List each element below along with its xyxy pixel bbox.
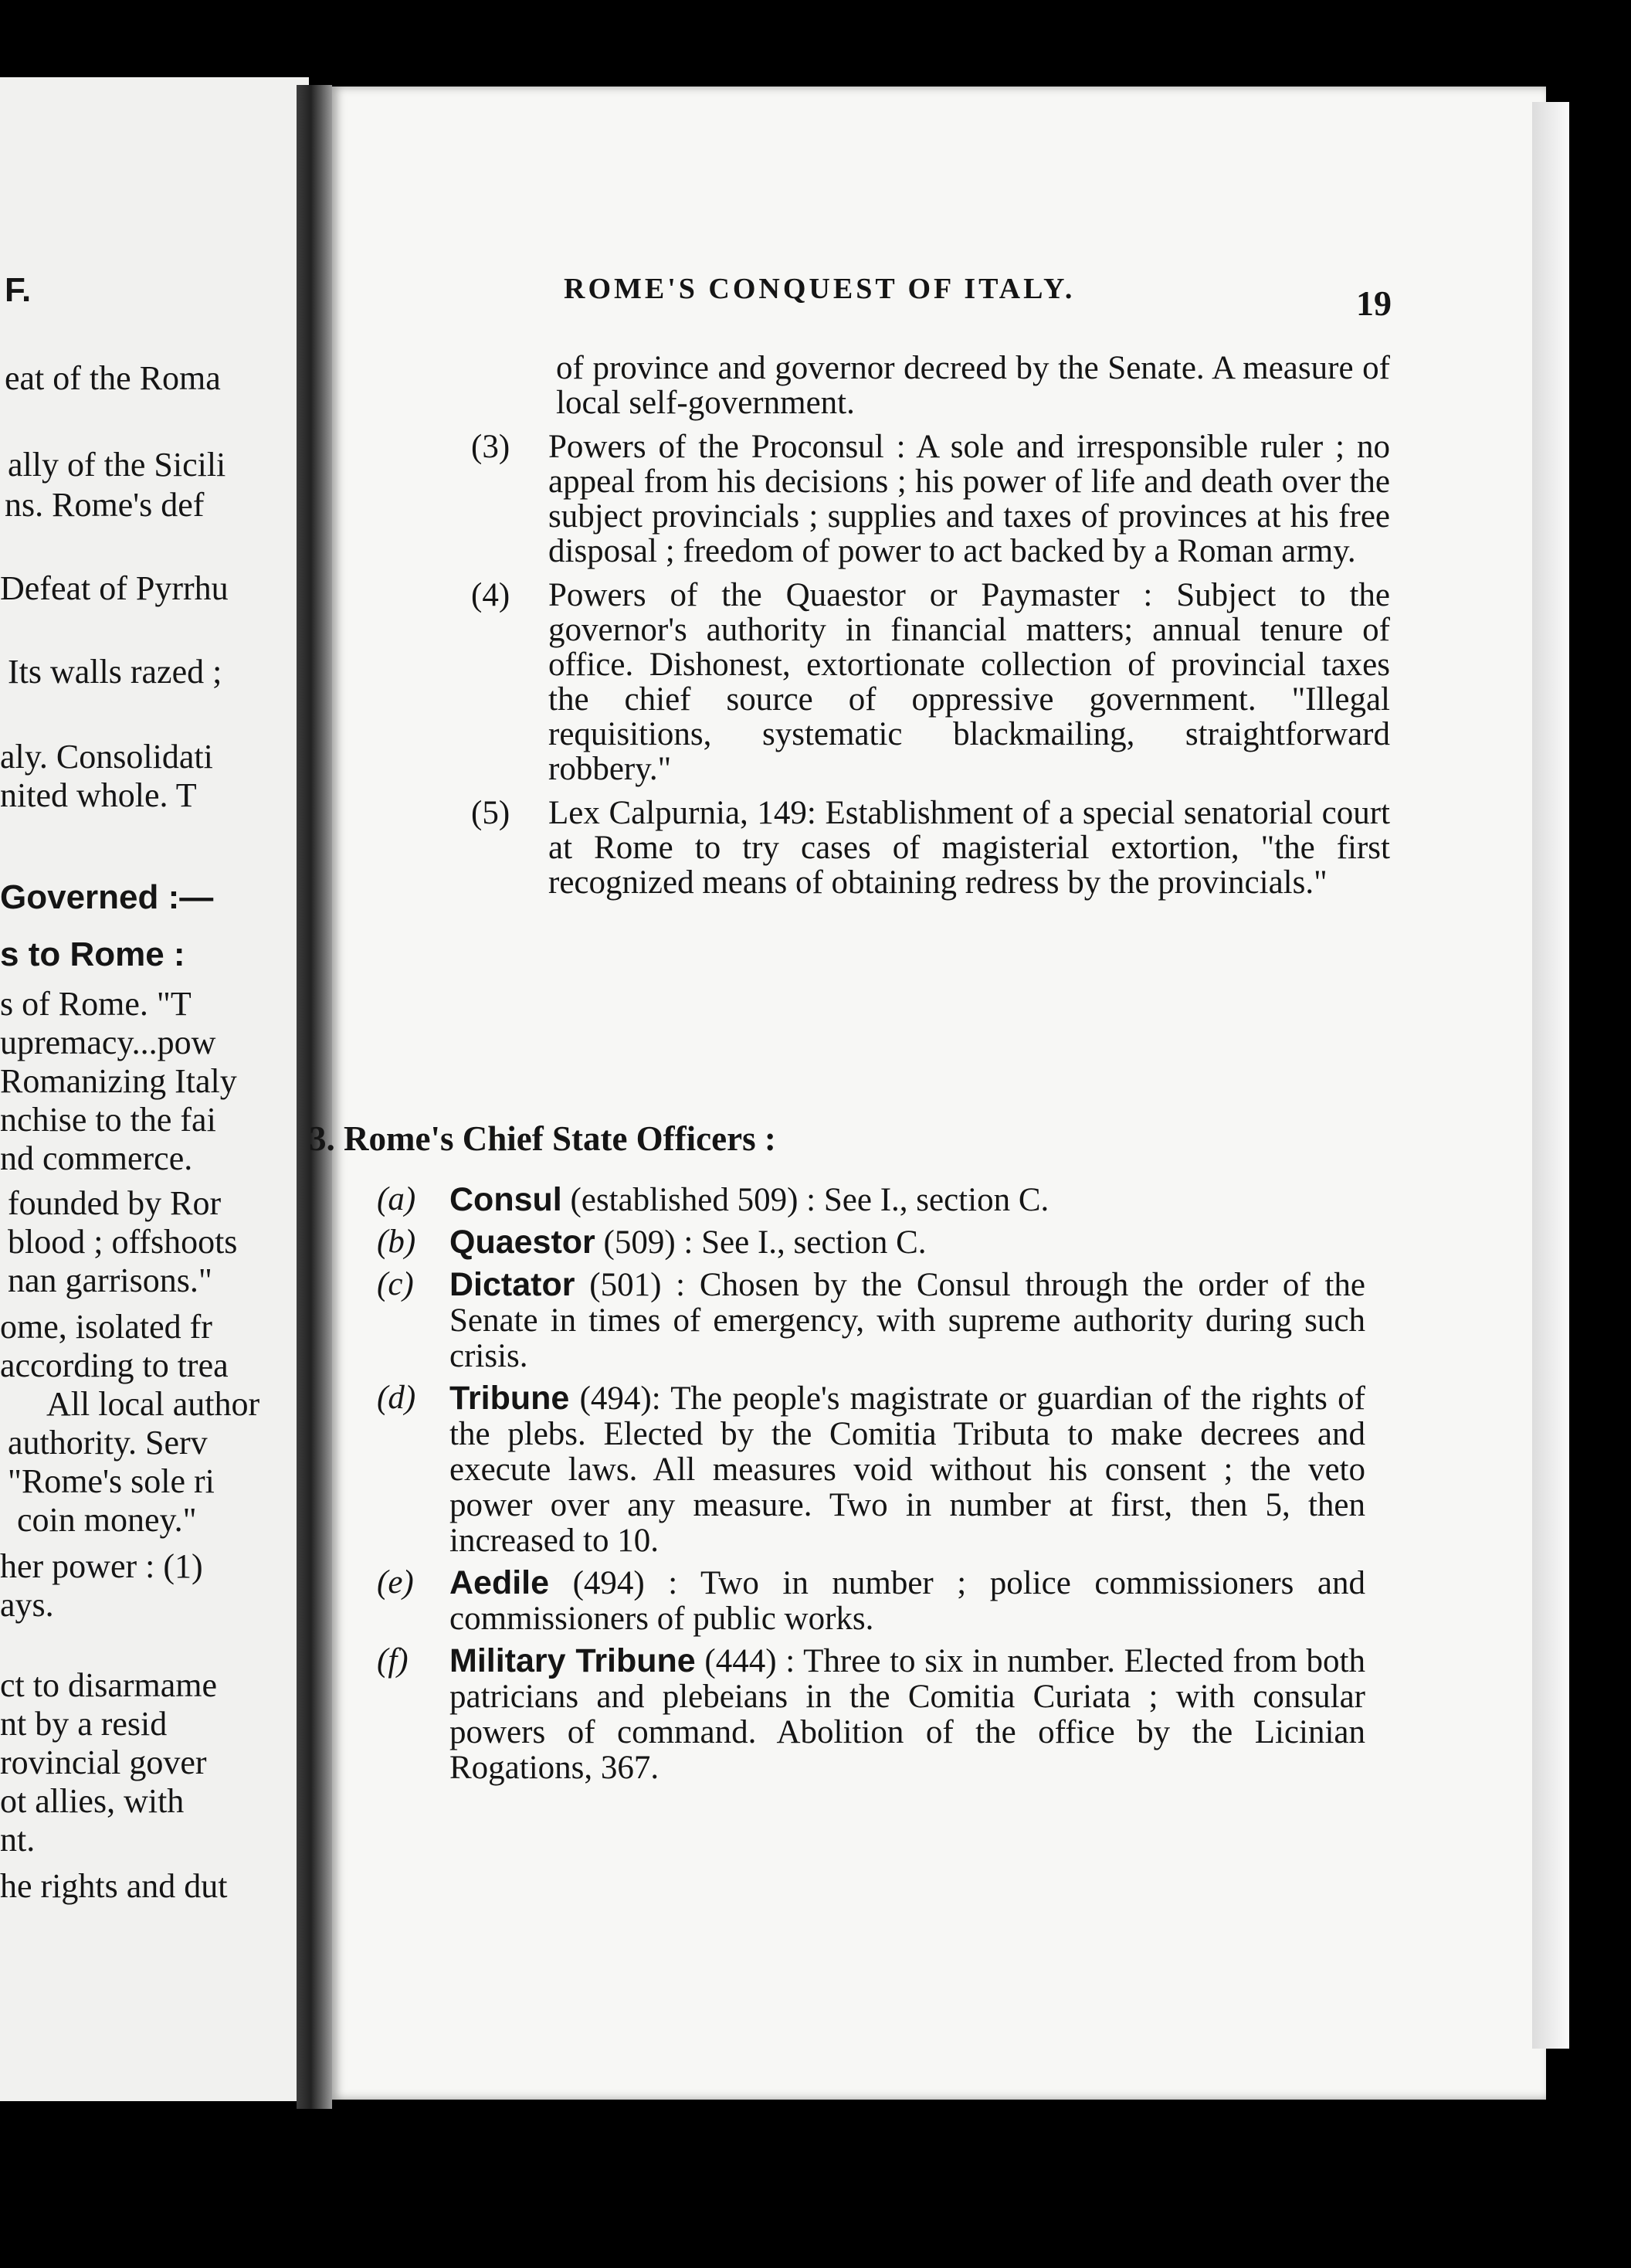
page-number: 19 [1356,284,1392,323]
item-letter: (d) [377,1380,416,1416]
section-heading: 3. Rome's Chief State Officers : [309,1119,776,1158]
item-text: Powers of the Quaestor or Paymaster : Subject to the governor's authority in financial matters; annual tenure of office. Dishonest, extortionate collection of provincial taxes the chief source of oppressive government. "Illegal requisitions, systematic blackmailing, straightforward robbery." [548,577,1390,787]
item-number: (3) [471,429,510,465]
left-page-line: F. [5,271,32,309]
numbered-item [471,796,1390,900]
left-page-line: nited whole. T [0,776,197,814]
numbered-item [471,578,1390,786]
left-page-line: s to Rome : [0,935,185,973]
left-page-line: Romanizing Italy [0,1062,237,1100]
item-letter: (c) [377,1266,414,1302]
officer-description: (501) : Chosen by the Consul through the order of the Senate in times of emergency, with supreme authority during such crisis. [449,1267,1365,1374]
officer-item [377,1267,1365,1374]
officer-description: (494): The people's magistrate or guardian of the rights of the plebs. Elected by the Comitia Tributa to make decrees and execute laws. All measures void without his consent ; the veto power over any measure. Two in number at first, then 5, then increased to 10. [449,1380,1365,1559]
left-page-line: All local author [46,1385,260,1423]
item-text: Lex Calpurnia, 149: Establishment of a special senatorial court at Rome to try cases of magisterial extortion, "the first recognized means of obtaining redress by the provincials." [548,795,1390,901]
running-head: ROME'S CONQUEST OF ITALY. [564,273,1076,305]
left-page-line: rovincial gover [0,1743,207,1781]
left-page-line: nt. [0,1821,36,1859]
item-number: (4) [471,577,510,613]
officer-item [377,1224,1365,1261]
left-page-line: ct to disarmame [0,1666,218,1704]
officer-item [377,1380,1365,1559]
officer-term: Quaestor [449,1224,595,1261]
officer-term: Consul [449,1181,562,1218]
item-letter: (f) [377,1642,409,1679]
item-text: Powers of the Proconsul : A sole and irresponsible ruler ; no appeal from his decisions ; his power of life and death over the subject provincials ; supplies and taxes of provinces at his free disposal ; freedom of power to act backed by a Roman army. [548,429,1390,569]
left-page-line: nan garrisons." [8,1261,212,1299]
officer-item [377,1643,1365,1786]
item-number: (5) [471,795,510,831]
officer-term: Military Tribune [449,1642,696,1679]
officer-description: (509) : See I., section C. [595,1224,927,1261]
left-page-line: nt by a resid [0,1705,168,1743]
item-letter: (b) [377,1224,416,1260]
officer-description: (444) : Three to six in number. Elected from both patricians and plebeians in the Comitia Curiata ; with consular powers of command. Abolition of the office by the Licinian Rogations, 367. [449,1643,1365,1786]
numbered-item [471,429,1390,569]
left-page-line: nchise to the fai [0,1101,216,1139]
left-page-line: aly. Consolidati [0,738,213,776]
left-page-line: blood ; offshoots [8,1223,238,1261]
officer-term: Dictator [449,1266,575,1303]
left-page-line: ome, isolated fr [0,1308,212,1346]
left-page-line: eat of the Roma [5,359,221,397]
book-gutter [297,85,332,2109]
left-page-line: coin money." [17,1501,197,1539]
page-edge [1532,102,1569,2049]
officer-description: (494) : Two in number ; police commissioners and commissioners of public works. [449,1565,1365,1637]
left-page-line: he rights and dut [0,1867,228,1905]
officer-item [377,1182,1365,1218]
left-page [0,77,309,2101]
continuation-paragraph: of province and governor decreed by the Senate. A measure of local self-government. [556,350,1390,421]
left-page-line: ot allies, with [0,1782,185,1820]
item-letter: (a) [377,1181,416,1217]
officer-term: Aedile [449,1564,550,1601]
left-page-line: "Rome's sole ri [8,1462,215,1500]
left-page-line: according to trea [0,1346,229,1384]
officer-description: (established 509) : See I., section C. [561,1182,1049,1218]
left-page-line: authority. Serv [8,1424,208,1462]
officer-item [377,1565,1365,1637]
left-page-line: nd commerce. [0,1139,193,1177]
officers-list [377,1182,1365,1792]
left-page-line: ally of the Sicili [8,446,226,484]
provinces-text [471,351,1390,909]
left-page-line: upremacy...pow [0,1024,216,1061]
item-letter: (e) [377,1564,414,1601]
left-page-line: her power : (1) [0,1547,203,1585]
left-page-line: Defeat of Pyrrhu [0,569,229,607]
left-page-line: founded by Ror [8,1184,222,1222]
officer-term: Tribune [449,1380,570,1417]
left-page-line: Governed :— [0,878,214,916]
left-page-line: s of Rome. "T [0,985,192,1023]
left-page-line: ns. Rome's def [5,486,205,524]
left-page-line: Its walls razed ; [8,653,222,691]
left-page-line: ays. [0,1586,54,1624]
